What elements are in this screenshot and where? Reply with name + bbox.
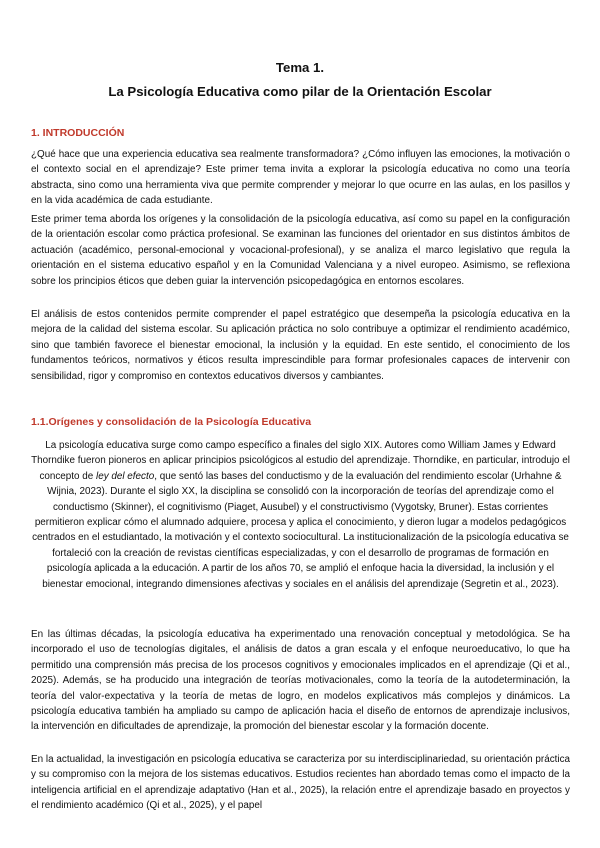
page-title: La Psicología Educativa como pilar de la Orientación Escolar [108,84,492,99]
paragraph-origenes-1 [31,438,570,592]
paragraph-text: La psicología educativa surge como campo específico a finales del siglo XIX. Autores como William James y Edward Thorndike fueron pioneros en aplicar principios psicológicos al estudio del aprendizaje. Thorndike, en particular, introdujo el concepto de [31,440,570,482]
emphasis-term: ley del efecto [96,470,155,482]
paragraph-origenes-3: En la actualidad, la investigación en psicología educativa se caracteriza por su interdisciplinariedad, su orientación práctica y su compromiso con la mejora de los sistemas educativos. Estudios recientes han abordado temas como el impacto de la inteligencia artificial en el aprendizaje adaptativo (Han et al., 2025), la relación entre el aprendizaje basado en proyectos y el rendimiento académico (Qi et al., 2025), y el papel [31,754,570,812]
paragraph-intro-3: El análisis de estos contenidos permite comprender el papel estratégico que desempeña la psicología educativa en la mejora de la calidad del sistema escolar. Su aplicación práctica no solo contribuye a optimizar el rendimiento académico, sino que también favorece el bienestar emocional, la inclusión y la equidad. En este sentido, el conocimiento de los fundamentos teóricos, normativos y éticos resulta imprescindible para formar profesionales capaces de intervenir con sensibilidad, rigor y compromiso en contextos educativos diversos y cambiantes. [31,309,570,382]
paragraph-text: , que sentó las bases del conductismo y de la evaluación del rendimiento escolar (Urhahne & Wijnia, 2023). Durante el siglo XX, la disciplina se consolidó con la incorporación de teorías del aprendizaje como el conductismo (Skinner), el cognitivismo (Piaget, Ausubel) y el constructivismo (Vygotsky, Bruner). Estas corrientes permitieron explicar cómo el alumnado adquiere, procesa y aplica el conocimiento, y dieron lugar a modelos pedagógicos centrados en el estudiantado, la motivación y el contexto sociocultural. La institucionalización de la psicología educativa se fortaleció con la creación de revistas científicas especializadas, y con el desarrollo de programas de formación en psicología aplicada a la educación. A partir de los años 70, se amplió el enfoque hacia la diversidad, la inclusión y el bienestar emocional, integrando dimensiones afectivas y sociales en el análisis del aprendizaje (Segretin et al., 2023). [32,470,569,590]
paragraph-intro-1: ¿Qué hace que una experiencia educativa sea realmente transformadora? ¿Cómo influyen las emociones, la motivación o el contexto social en el aprendizaje? Este primer tema invita a explorar la psicología educativa no como una teoría abstracta, sino como una herramienta viva que permite comprender y mejorar lo que ocurre en las aulas, en los pasillos y en la vida académica de cada estudiante. [31,149,570,207]
subsection-heading-origenes: 1.1.Orígenes y consolidación de la Psicología Educativa [31,416,312,428]
topic-number: Tema 1. [275,60,325,75]
section-heading-introduccion: 1. INTRODUCCIÓN [31,127,125,139]
paragraph-origenes-2: En las últimas décadas, la psicología educativa ha experimentado una renovación conceptual y metodológica. Se ha incorporado el uso de tecnologías digitales, el análisis de datos a gran escala y el enfoque neuroeducativo, lo que ha permitido una comprensión más precisa de los procesos cognitivos y emocionales implicados en el aprendizaje (Qi et al., 2025). Además, se ha producido una integración de teorías motivacionales, como la teoría de la autodeterminación, la teoría del valor-expectativa y la teoría de metas de logro, en modelos explicativos más complejos y dinámicos. La psicología educativa también ha ampliado su campo de aplicación hacia el diseño de entornos de aprendizaje inclusivos, la intervención en dificultades de aprendizaje, la promoción del bienestar escolar y la formación docente. [31,629,570,733]
paragraph-intro-2: Este primer tema aborda los orígenes y la consolidación de la psicología educativa, así como su papel en la configuración de la orientación escolar como práctica profesional. Se examinan las funciones del orientador en sus distintos ámbitos de actuación (académico, personal-emocional y vocacional-profesional), y se analiza el marco legislativo que regula la orientación en el sistema educativo español y en la Comunidad Valenciana y a nivel europeo. Asimismo, se reflexiona sobre los principios éticos que deben guiar la intervención psicopedagógica en entornos escolares. [31,214,570,287]
